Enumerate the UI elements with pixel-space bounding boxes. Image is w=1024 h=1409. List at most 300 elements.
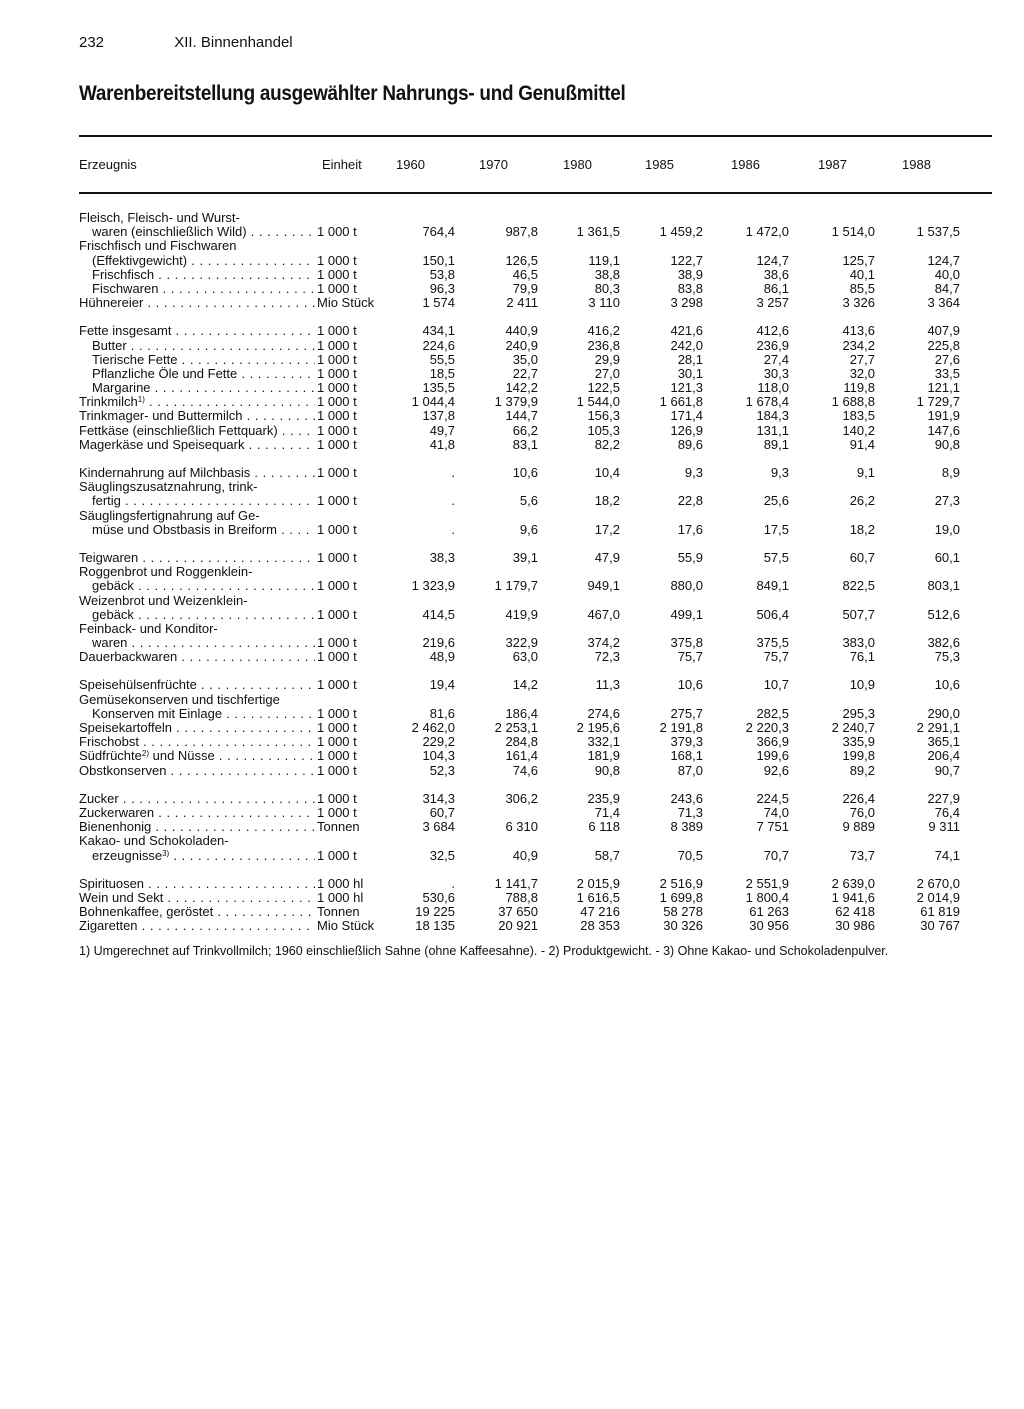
table-cell: 22,8	[677, 493, 703, 509]
table-cell: 407,9	[927, 323, 960, 339]
table-cell: 83,8	[677, 280, 703, 296]
table-cell: 119,1	[588, 252, 620, 268]
table-cell: 171,4	[670, 408, 703, 424]
table-cell: 530,6	[422, 889, 455, 905]
table-cell: 1 699,8	[659, 889, 703, 905]
table-cell: 849,1	[756, 578, 789, 594]
table-cell: 382,6	[927, 635, 960, 651]
table-cell: 18 135	[415, 918, 455, 934]
table-cell: 284,8	[505, 734, 538, 750]
table-cell: 40,0	[934, 266, 960, 282]
table-cell: 96,3	[429, 280, 455, 296]
table-cell: 274,6	[587, 705, 620, 721]
table-cell: 53,8	[429, 266, 455, 282]
table-cell: 30 956	[749, 918, 789, 934]
table-cell: 27,7	[849, 351, 875, 367]
table-cell: 413,6	[842, 323, 875, 339]
table-cell: 66,2	[512, 422, 538, 438]
table-header	[79, 157, 992, 175]
row-label: Pflanzliche Öle und Fette . . .	[79, 367, 315, 381]
row-unit: 1 000 t	[317, 847, 357, 863]
table-row	[79, 919, 992, 933]
table-cell: 58,7	[594, 847, 620, 863]
table-row	[79, 480, 992, 494]
table-cell: 55,5	[429, 351, 455, 367]
row-unit: 1 000 t	[317, 720, 357, 735]
table-cell: 73,7	[849, 847, 875, 863]
row-unit: 1 000 t	[317, 549, 357, 565]
table-row	[79, 650, 992, 664]
table-cell: 181,9	[587, 748, 620, 764]
row-label: Konserven mit Einlage . . .	[79, 707, 315, 721]
table-cell: 18,2	[594, 493, 620, 509]
table-cell: 332,1	[587, 734, 620, 750]
table-cell: 28 353	[580, 918, 620, 934]
table-cell: 1 800,4	[745, 889, 789, 905]
row-unit: 1 000 t	[317, 606, 357, 622]
table-cell: 37 650	[498, 904, 538, 920]
table-cell: 10,6	[934, 677, 960, 693]
table-cell: 17,2	[594, 521, 620, 537]
table-cell: 306,2	[505, 790, 538, 806]
row-label: gebäck . . .	[79, 608, 315, 622]
table-cell: 82,2	[594, 436, 620, 452]
row-label: Hühnereier . . .	[79, 296, 315, 310]
column-header-year: 1988	[902, 157, 931, 172]
row-unit: 1 000 t	[317, 804, 357, 820]
page-header	[79, 34, 293, 51]
table-cell: 2 516,9	[659, 875, 703, 891]
row-unit: 1 000 t	[317, 224, 357, 240]
table-cell: 199,8	[842, 748, 875, 764]
table-cell: 76,4	[934, 804, 960, 820]
row-unit: 1 000 t	[317, 578, 357, 594]
table-row	[79, 678, 992, 692]
row-group	[79, 466, 992, 537]
table-cell: 40,9	[512, 847, 538, 863]
table-row	[79, 565, 992, 579]
row-unit: 1 000 t	[317, 280, 357, 296]
table-cell: 9,6	[519, 521, 538, 537]
table-cell: 86,1	[763, 280, 789, 296]
row-unit: 1 000 t	[317, 252, 357, 268]
table-cell: 2 014,9	[916, 889, 960, 905]
table-cell: 3 684	[422, 819, 455, 835]
column-header-year: 1960	[396, 157, 425, 172]
table-cell: .	[451, 875, 455, 891]
table-cell: .	[451, 493, 455, 509]
table-cell: 104,3	[422, 748, 455, 764]
row-label: Bienenhonig . . .	[79, 820, 315, 834]
table-cell: 90,8	[594, 762, 620, 778]
table-cell: 27,6	[934, 351, 960, 367]
table-cell: 60,1	[934, 549, 960, 565]
table-cell: 2 639,0	[831, 875, 875, 891]
table-row	[79, 622, 992, 636]
table-cell: 229,2	[422, 734, 455, 750]
table-cell: 20 921	[498, 918, 538, 934]
column-header-year: 1980	[563, 157, 592, 172]
row-label: Fleisch, Fleisch- und Wurst-	[79, 210, 240, 225]
table-cell: 135,5	[422, 380, 455, 396]
column-header-year: 1985	[645, 157, 674, 172]
table-cell: 314,3	[422, 790, 455, 806]
table-cell: 1 661,8	[659, 394, 703, 410]
table-row	[79, 523, 992, 537]
table-cell: 124,7	[756, 252, 789, 268]
table-cell: 83,1	[512, 436, 538, 452]
table-cell: 243,6	[670, 790, 703, 806]
table-cell: 2 253,1	[494, 720, 538, 735]
table-cell: 236,8	[587, 337, 620, 353]
table-cell: 2 551,9	[745, 875, 789, 891]
table-cell: 30 767	[920, 918, 960, 934]
table-cell: 18,5	[429, 365, 455, 381]
row-unit: 1 000 t	[317, 337, 357, 353]
table-cell: 89,1	[763, 436, 789, 452]
table-cell: 62 418	[835, 904, 875, 920]
row-label: Roggenbrot und Roggenklein-	[79, 564, 253, 580]
row-group	[79, 792, 992, 863]
table-cell: 186,4	[505, 705, 538, 721]
row-unit: 1 000 t	[317, 748, 357, 764]
page-number: 232	[79, 34, 105, 51]
table-cell: 147,6	[927, 422, 960, 438]
table-row	[79, 608, 992, 622]
table-cell: 140,2	[842, 422, 875, 438]
table-cell: 224,6	[422, 337, 455, 353]
row-group	[79, 877, 992, 934]
table-cell: 236,9	[756, 337, 789, 353]
table-cell: 240,9	[505, 337, 538, 353]
table-cell: 150,1	[422, 252, 455, 268]
row-unit: 1 000 t	[317, 635, 357, 651]
row-label: gebäck . . .	[79, 579, 315, 593]
table-cell: 76,0	[849, 804, 875, 820]
row-label: Obstkonserven . . .	[79, 764, 315, 778]
table-row	[79, 438, 992, 452]
table-cell: 949,1	[587, 578, 620, 594]
table-row	[79, 735, 992, 749]
table-cell: 161,4	[505, 748, 538, 764]
row-label: Frischobst . . .	[79, 735, 315, 749]
table-row	[79, 466, 992, 480]
table-cell: 35,0	[512, 351, 538, 367]
table-cell: 131,1	[756, 422, 789, 438]
row-group	[79, 678, 992, 777]
table-cell: 75,7	[763, 649, 789, 665]
row-label: Tierische Fette . . .	[79, 353, 315, 367]
table-cell: 29,9	[594, 351, 620, 367]
row-unit: 1 000 t	[317, 677, 357, 693]
table-cell: 27,4	[763, 351, 789, 367]
table-cell: 70,7	[763, 847, 789, 863]
table-cell: 224,5	[756, 790, 789, 806]
row-label: müse und Obstbasis in Breiform . . .	[79, 523, 315, 537]
table-cell: 183,5	[842, 408, 875, 424]
table-cell: 32,0	[849, 365, 875, 381]
table-cell: 74,6	[512, 762, 538, 778]
row-unit: 1 000 t	[317, 705, 357, 721]
row-unit: 1 000 t	[317, 493, 357, 509]
row-label: Magerkäse und Speisequark . . .	[79, 438, 315, 452]
page-title: Warenbereitstellung ausgewählter Nahrungs- und Genußmittel	[79, 82, 626, 105]
table-cell: 61 263	[749, 904, 789, 920]
table-cell: 38,9	[677, 266, 703, 282]
table-cell: 14,2	[512, 677, 538, 693]
table-row	[79, 424, 992, 438]
table-cell: 39,1	[512, 549, 538, 565]
table-cell: 9,3	[770, 465, 789, 480]
table-cell: 81,6	[429, 705, 455, 721]
table-cell: 75,7	[677, 649, 703, 665]
table-row	[79, 239, 992, 253]
table-row	[79, 693, 992, 707]
row-label: Kindernahrung auf Milchbasis . . .	[79, 466, 315, 480]
table-row	[79, 409, 992, 423]
table-cell: 764,4	[422, 224, 455, 240]
table-cell: 156,3	[587, 408, 620, 424]
table-cell: 33,5	[934, 365, 960, 381]
table-cell: 168,1	[670, 748, 703, 764]
table-cell: 2 015,9	[576, 875, 620, 891]
table-cell: 2 240,7	[831, 720, 875, 735]
table-row	[79, 324, 992, 338]
row-label: Wein und Sekt . . .	[79, 891, 315, 905]
table-cell: 1 472,0	[745, 224, 789, 240]
table-cell: 137,8	[422, 408, 455, 424]
table-cell: 92,6	[763, 762, 789, 778]
table-cell: 89,6	[677, 436, 703, 452]
table-cell: 19,0	[934, 521, 960, 537]
row-label: Spirituosen . . .	[79, 877, 315, 891]
row-unit: Mio Stück	[317, 918, 375, 934]
table-cell: 788,8	[505, 889, 538, 905]
row-label: Gemüsekonserven und tischfertige	[79, 691, 280, 707]
table-row	[79, 834, 992, 848]
row-unit: Tonnen	[317, 904, 360, 920]
table-cell: 124,7	[927, 252, 960, 268]
table-cell: 3 110	[588, 295, 620, 311]
table-cell: 17,6	[677, 521, 703, 537]
row-unit: Tonnen	[317, 819, 360, 835]
table-cell: 2 191,8	[659, 720, 703, 735]
table-cell: 225,8	[927, 337, 960, 353]
table-cell: 2 220,3	[745, 720, 789, 735]
row-unit: 1 000 t	[317, 734, 357, 750]
footnote-marker: 1)	[137, 395, 145, 405]
table-cell: 1 141,7	[494, 875, 538, 891]
table-cell: 880,0	[670, 578, 703, 594]
table-cell: 58 278	[663, 904, 703, 920]
table-cell: 3 326	[842, 295, 875, 311]
table-cell: 122,5	[587, 380, 620, 396]
table-cell: 122,7	[670, 252, 703, 268]
table-cell: 3 364	[927, 295, 960, 311]
table-cell: 366,9	[756, 734, 789, 750]
row-unit: 1 000 hl	[317, 875, 364, 891]
table-cell: 987,8	[505, 224, 538, 240]
table-row	[79, 353, 992, 367]
table-cell: 322,9	[505, 635, 538, 651]
table-cell: 121,3	[670, 380, 703, 396]
table-cell: 3 257	[756, 295, 789, 311]
table-cell: 234,2	[842, 337, 875, 353]
row-unit: 1 000 t	[317, 790, 357, 806]
table-row	[79, 721, 992, 735]
table-cell: 79,9	[512, 280, 538, 296]
table-cell: 822,5	[842, 578, 875, 594]
table-cell: 3 298	[670, 295, 703, 311]
table-cell: 499,1	[670, 606, 703, 622]
row-unit: 1 000 hl	[317, 889, 364, 905]
table-row	[79, 494, 992, 508]
table-cell: 76,1	[849, 649, 875, 665]
table-cell: 19 225	[415, 904, 455, 920]
table-cell: 2 195,6	[576, 720, 620, 735]
table-cell: 126,9	[670, 422, 703, 438]
table-cell: 47,9	[594, 549, 620, 565]
table-cell: 27,3	[934, 493, 960, 509]
table-cell: 1 941,6	[831, 889, 875, 905]
row-label: Speisehülsenfrüchte . . .	[79, 678, 315, 692]
table-cell: 206,4	[927, 748, 960, 764]
section-title: XII. Binnenhandel	[174, 34, 293, 51]
table-cell: 1 361,5	[576, 224, 620, 240]
table-row	[79, 339, 992, 353]
row-label: Säuglingszusatznahrung, trink-	[79, 479, 258, 495]
table-cell: 90,8	[934, 436, 960, 452]
row-label: Südfrüchte$^{2)}$ und Nüsse . . .	[79, 749, 315, 763]
table-cell: 121,1	[927, 380, 960, 396]
row-group	[79, 324, 992, 452]
table-cell: 61 819	[920, 904, 960, 920]
table-cell: 2 411	[506, 295, 538, 311]
table-header-rule	[79, 192, 992, 194]
row-label: Bohnenkaffee, geröstet . . .	[79, 905, 315, 919]
row-group	[79, 211, 992, 310]
table-cell: 199,6	[756, 748, 789, 764]
table-cell: 52,3	[429, 762, 455, 778]
table-cell: 28,1	[677, 351, 703, 367]
table-cell: 32,5	[429, 847, 455, 863]
column-header-year: 1986	[731, 157, 760, 172]
table-cell: 47 216	[580, 904, 620, 920]
table-cell: 6 310	[505, 819, 538, 835]
table-top-rule	[79, 135, 992, 137]
table-cell: 440,9	[505, 323, 538, 339]
table-cell: 38,3	[429, 549, 455, 565]
data-table	[79, 211, 992, 947]
table-cell: 7 751	[756, 819, 789, 835]
table-row	[79, 849, 992, 863]
table-cell: 119,8	[843, 380, 875, 396]
footnote-marker: 2)	[141, 749, 149, 759]
table-cell: 1 688,8	[831, 394, 875, 410]
table-cell: 375,8	[670, 635, 703, 651]
table-cell: 416,2	[587, 323, 620, 339]
table-cell: 1 544,0	[576, 394, 620, 410]
row-unit: 1 000 t	[317, 394, 357, 410]
row-label: Fettkäse (einschließlich Fettquark) . . .	[79, 424, 315, 438]
table-cell: 57,5	[763, 549, 789, 565]
row-label: (Effektivgewicht) . . .	[79, 254, 315, 268]
table-row	[79, 594, 992, 608]
table-cell: 87,0	[677, 762, 703, 778]
table-row	[79, 225, 992, 239]
row-unit: 1 000 t	[317, 436, 357, 452]
table-cell: 80,3	[594, 280, 620, 296]
table-cell: 10,6	[512, 465, 538, 480]
table-cell: 374,2	[587, 635, 620, 651]
table-cell: 1 179,7	[494, 578, 538, 594]
table-cell: 6 118	[588, 819, 620, 835]
table-cell: 41,8	[429, 436, 455, 452]
table-cell: 365,1	[927, 734, 960, 750]
table-cell: 507,7	[842, 606, 875, 622]
table-row	[79, 820, 992, 834]
table-row	[79, 268, 992, 282]
table-cell: 46,5	[512, 266, 538, 282]
table-cell: 30,3	[763, 365, 789, 381]
table-cell: 226,4	[842, 790, 875, 806]
table-cell: 419,9	[505, 606, 538, 622]
row-unit: 1 000 t	[317, 351, 357, 367]
table-cell: 1 044,4	[411, 394, 455, 410]
table-cell: 375,5	[756, 635, 789, 651]
column-header-product: Erzeugnis	[79, 157, 137, 172]
row-unit: 1 000 t	[317, 762, 357, 778]
table-cell: 9,1	[856, 465, 875, 480]
table-cell: 11,3	[595, 677, 620, 693]
row-label: Frischfisch . . .	[79, 268, 315, 282]
table-cell: 142,2	[505, 380, 538, 396]
table-cell: 40,1	[849, 266, 875, 282]
table-cell: 414,5	[422, 606, 455, 622]
row-unit: 1 000 t	[317, 365, 357, 381]
table-cell: 219,6	[422, 635, 455, 651]
table-row	[79, 806, 992, 820]
column-header-year: 1987	[818, 157, 847, 172]
row-unit: 1 000 t	[317, 323, 357, 339]
table-cell: 1 459,2	[659, 224, 703, 240]
row-label: Zuckerwaren . . .	[79, 806, 315, 820]
row-label: erzeugnisse$^{3)}$ . . .	[79, 849, 315, 863]
table-cell: 30 326	[663, 918, 703, 934]
row-unit: 1 000 t	[317, 408, 357, 424]
row-group	[79, 551, 992, 665]
row-unit: 1 000 t	[317, 380, 357, 396]
table-cell: 383,0	[842, 635, 875, 651]
row-label: Margarine . . .	[79, 381, 315, 395]
table-cell: 74,0	[763, 804, 789, 820]
table-cell: 10,4	[594, 465, 620, 480]
table-cell: 290,0	[927, 705, 960, 721]
table-cell: 1 729,7	[916, 394, 960, 410]
table-cell: .	[451, 465, 455, 480]
table-cell: 8,9	[941, 465, 960, 480]
table-row	[79, 764, 992, 778]
table-row	[79, 282, 992, 296]
table-cell: 1 616,5	[576, 889, 620, 905]
row-label: Fette insgesamt . . .	[79, 324, 315, 338]
table-cell: 9 311	[928, 819, 960, 835]
table-cell: 8 389	[670, 819, 703, 835]
table-cell: 235,9	[587, 790, 620, 806]
row-unit: Mio Stück	[317, 295, 375, 311]
table-cell: 71,4	[594, 804, 620, 820]
table-cell: 9,3	[684, 465, 703, 480]
